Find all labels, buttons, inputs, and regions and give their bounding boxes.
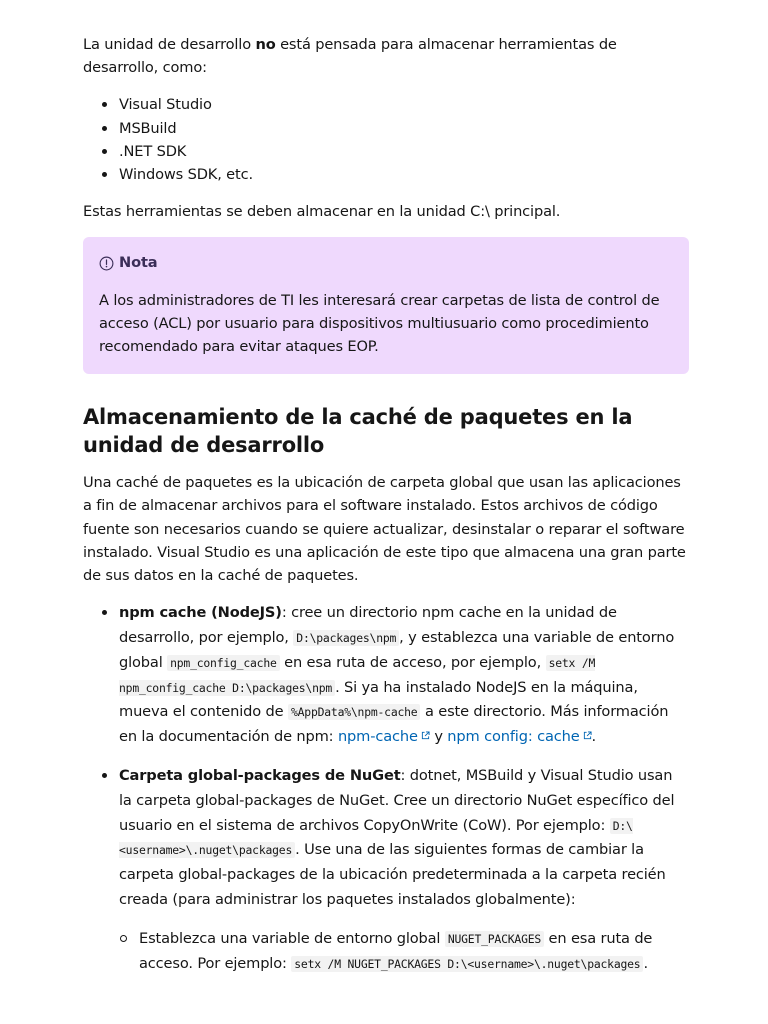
list-item: MSBuild xyxy=(119,117,689,140)
list-item: .NET SDK xyxy=(119,140,689,163)
article-content xyxy=(83,33,689,990)
package-cache-list xyxy=(83,601,689,976)
note-text: A los administradores de TI les interesará crear carpetas de lista de control de acceso (ACL) por usuario para dispositivos multiusuario como procedimiento recomendado para evitar ataques EOP. xyxy=(99,291,660,356)
nuget-sub-text: . xyxy=(643,954,648,972)
nuget-title: Carpeta global-packages de NuGet xyxy=(119,767,401,785)
code-inline: setx /M npm_config_cache D:\packages\npm xyxy=(119,655,596,695)
npm-cache-link-text: npm-cache xyxy=(337,728,418,746)
code-inline: npm_config_cache xyxy=(167,655,280,671)
section-heading: Almacenamiento de la caché de paquetes en la unidad de desarrollo xyxy=(83,405,633,457)
note-title-text: Nota xyxy=(119,254,158,272)
nuget-sub-text: en esa ruta de acceso. Por ejemplo: xyxy=(139,929,653,972)
note-title xyxy=(99,251,673,274)
npm-text: . Si ya ha instalado NodeJS en la máquina, mueva el contenido de xyxy=(119,678,638,721)
note-callout xyxy=(83,237,689,374)
section-intro-paragraph: Una caché de paquetes es la ubicación de carpeta global que usan las aplicaciones a fin de almacenar archivos para el software instalado. Estos archivos de código fuente son necesarios cuando se quiere actualizar, desinstalar o reparar el software instalado. Visual Studio es una aplicación de este tipo que almacena una gran parte de sus datos en la caché de paquetes. xyxy=(83,474,686,585)
tools-location-paragraph: Estas herramientas se deben almacenar en la unidad C:\ principal. xyxy=(83,203,561,221)
npm-config-cache-link[interactable] xyxy=(447,728,591,745)
code-inline: NUGET_PACKAGES xyxy=(445,931,544,947)
npm-title: npm cache (NodeJS) xyxy=(119,604,282,622)
intro-text-2: está pensada para almacenar herramientas de desarrollo, como: xyxy=(83,36,617,77)
code-inline: setx /M NUGET_PACKAGES D:\<username>\.nuget\packages xyxy=(291,956,643,972)
list-item xyxy=(139,927,689,977)
list-item: Windows SDK, etc. xyxy=(119,163,689,186)
list-item-npm-cache xyxy=(119,601,689,750)
external-link-icon xyxy=(421,731,430,740)
nuget-options-list xyxy=(119,927,689,977)
nuget-text: : dotnet, MSBuild y Visual Studio usan la carpeta global-packages de NuGet. Cree un directorio NuGet específico del usuario en el sistema de archivos CopyOnWrite (CoW). Por ejemplo: xyxy=(119,767,675,834)
intro-paragraph xyxy=(83,33,689,79)
code-inline: D:\<username>\.nuget\packages xyxy=(119,818,633,858)
npm-config-cache-link-text: npm config: cache xyxy=(447,728,580,746)
info-circle-icon xyxy=(99,256,114,271)
npm-text: a este directorio. Más información en la documentación de npm: xyxy=(119,703,669,746)
list-item: Visual Studio xyxy=(119,93,689,116)
list-item-nuget-packages xyxy=(119,764,689,976)
code-inline: %AppData%\npm-cache xyxy=(288,704,421,720)
code-inline: D:\packages\npm xyxy=(293,630,399,646)
npm-cache-link[interactable] xyxy=(338,728,430,745)
npm-text: , y establezca una variable de entorno global xyxy=(119,629,675,671)
intro-bold: no xyxy=(255,36,276,53)
intro-text-1: La unidad de desarrollo xyxy=(83,36,256,53)
npm-text: y xyxy=(429,728,448,746)
npm-text: en esa ruta de acceso, por ejemplo, xyxy=(279,653,546,671)
tools-list xyxy=(83,93,689,186)
npm-text: . xyxy=(591,728,597,746)
nuget-sub-text: Establezca una variable de entorno global xyxy=(139,929,445,947)
external-link-icon xyxy=(583,731,592,740)
npm-text: : cree un directorio npm cache en la unidad de desarrollo, por ejemplo, xyxy=(119,604,617,647)
nuget-text: . Use una de las siguientes formas de cambiar la carpeta global-packages de la ubicación predeterminada a la carpeta recién creada (para administrar los paquetes instalados globalmente): xyxy=(119,841,666,909)
